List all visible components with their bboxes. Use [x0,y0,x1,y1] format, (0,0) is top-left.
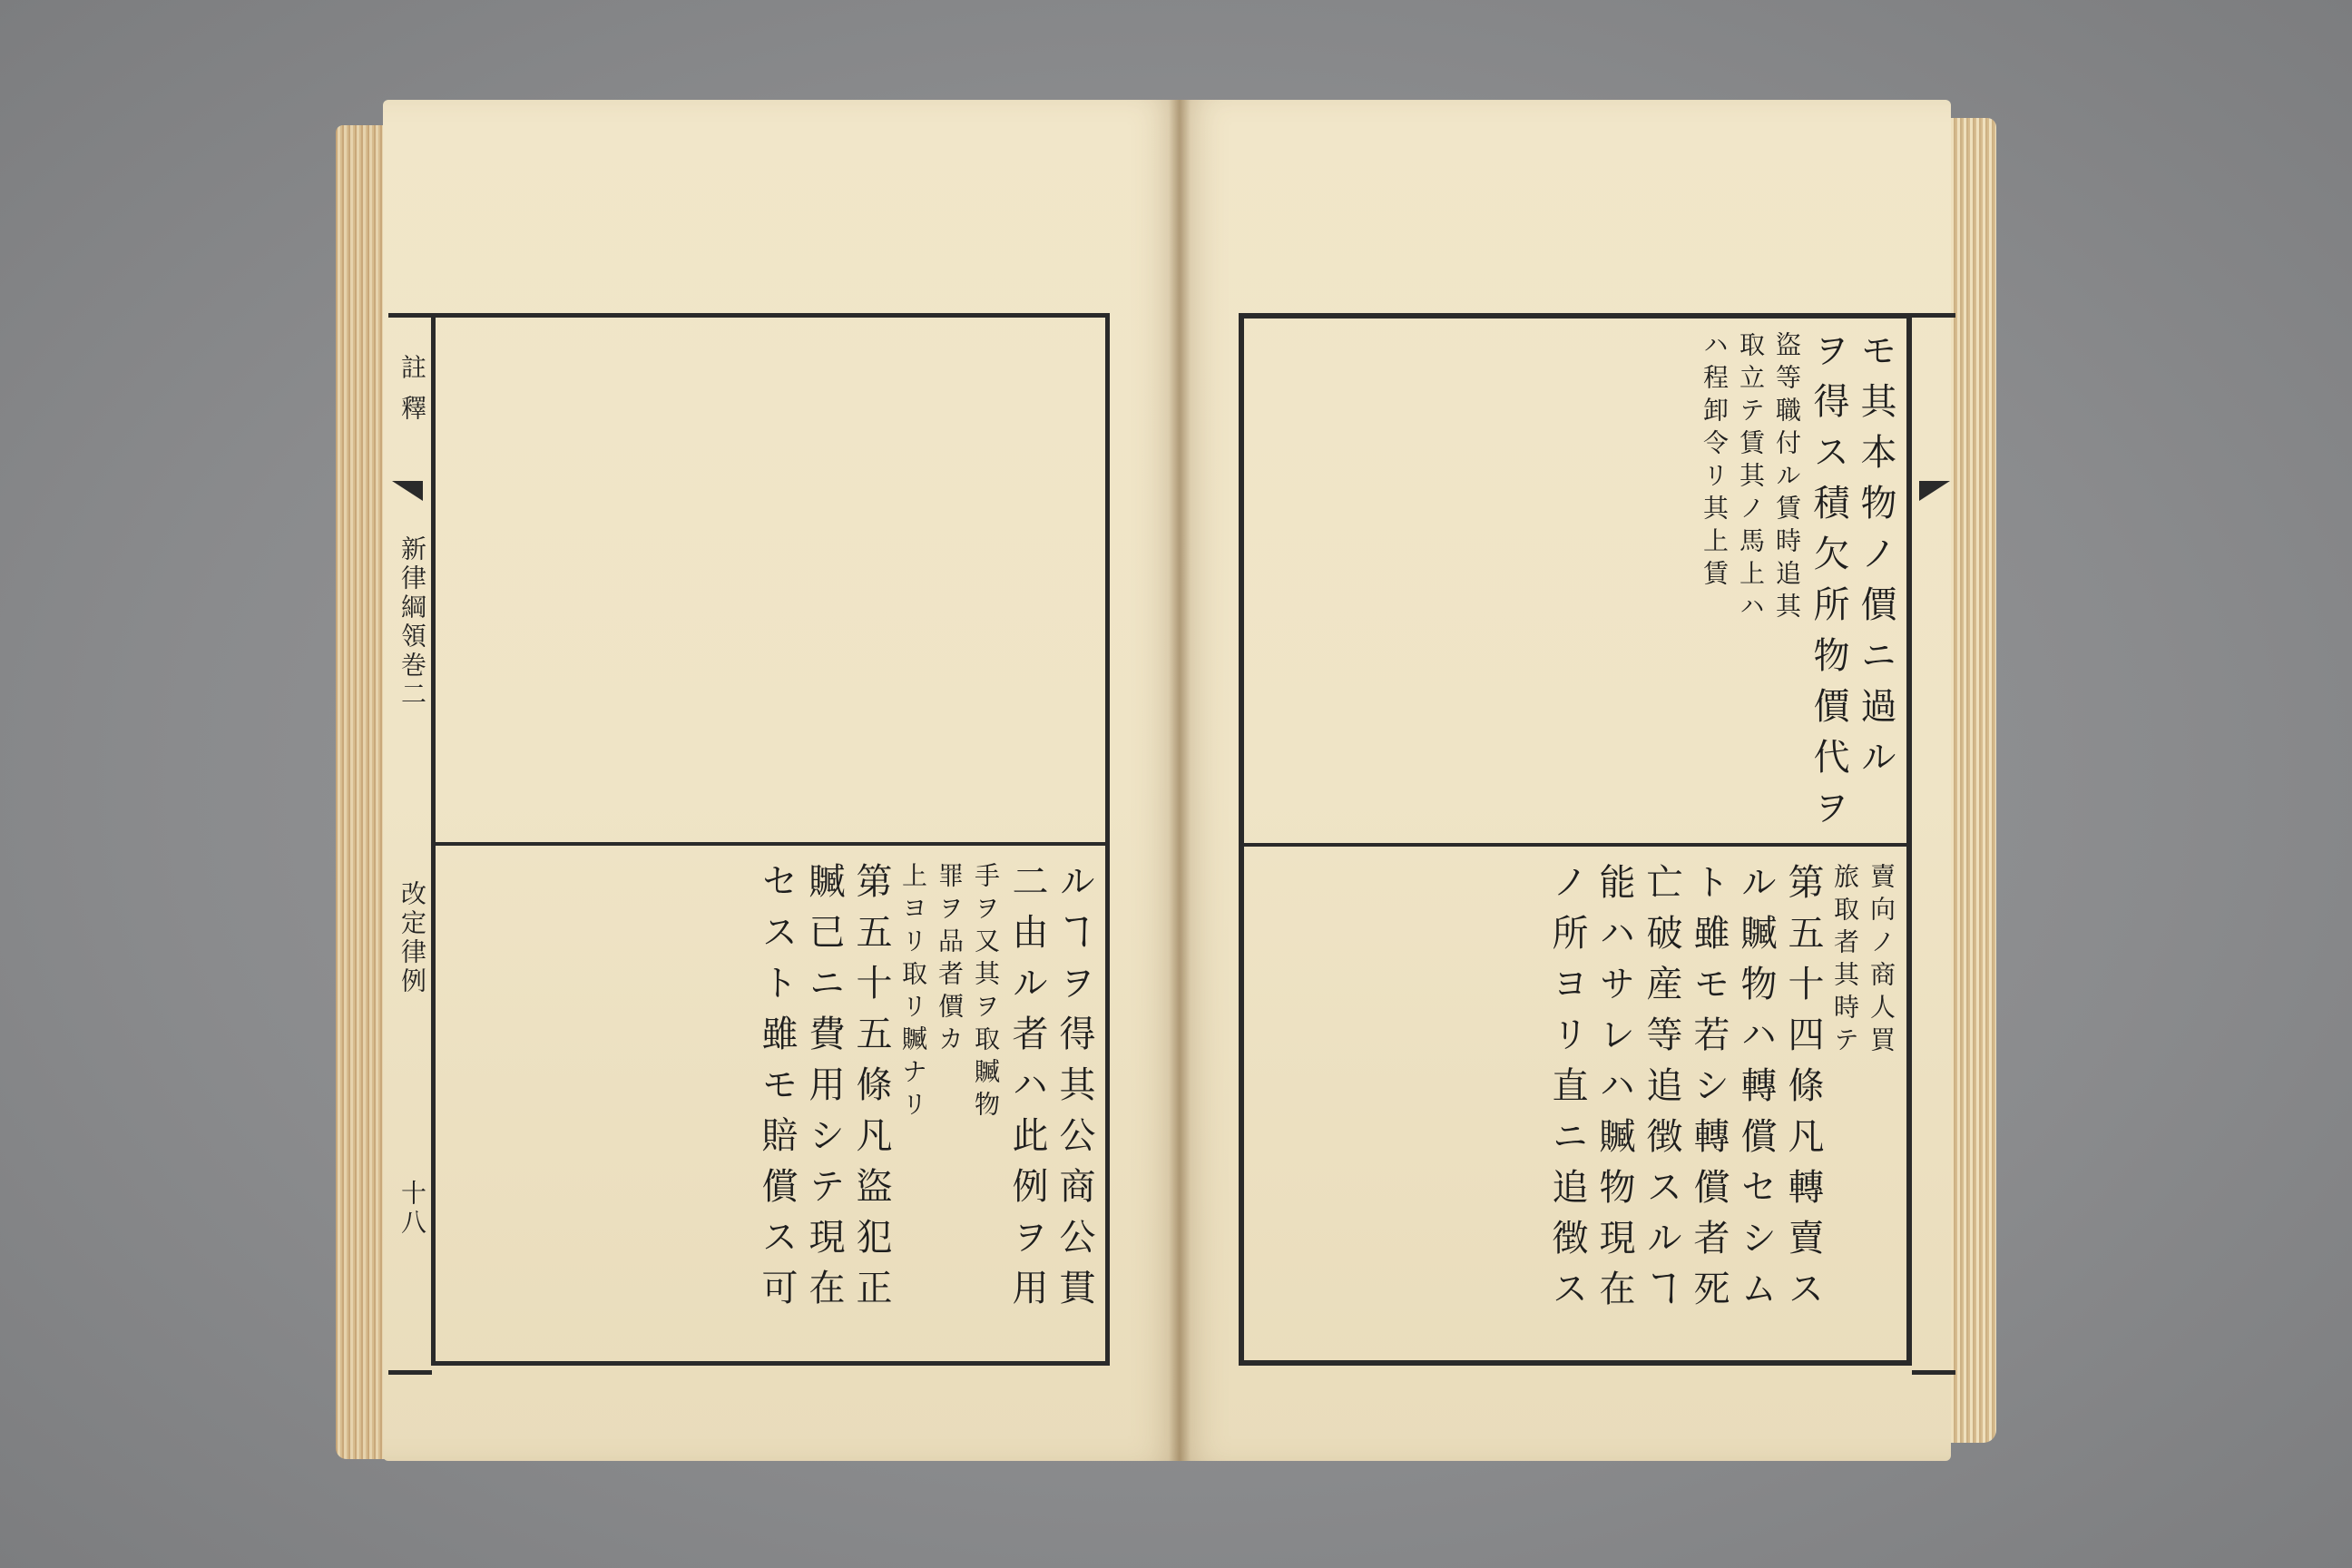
blank-commentary-area [436,318,1105,842]
text-column: ノ所ヨリ直ニ追徴ス [1546,863,1588,1320]
left-page-frame [431,313,1110,1366]
text-column: 旅取者其時テ [1830,863,1860,1059]
book-gutter [1169,100,1191,1461]
margin-char: 釋 [397,394,427,424]
text-column: 上ヨリ取リ贓ナリ [898,862,928,1123]
text-column: 二由ル者ハ此例ヲ用 [1006,862,1048,1319]
margin-book-title: 新律綱領巻二 [397,535,427,710]
page-edges-left [336,125,390,1459]
margin-char: 註 [397,354,427,383]
text-column: 賣向ノ商人買 [1867,863,1896,1059]
text-column: ヲ得ス積欠所物價代ヲ [1808,331,1849,839]
margin-section-title: 改定律例 [397,880,427,996]
right-commentary-text [1700,331,1896,839]
right-page-frame [1239,313,1912,1366]
fishtail-mark [1919,481,1950,501]
text-column: ルヿヲ得其公商公貫 [1054,862,1095,1319]
text-column: 罪ヲ品者價カ [935,862,965,1058]
text-column: ル贓物ハ轉償セシム [1735,863,1777,1320]
right-article-text [1546,863,1896,1353]
text-column: セスト雖モ賠償ス可 [756,862,798,1319]
page-edges-right [1949,118,1996,1443]
text-column: 第五十五條凡盜犯正 [850,862,892,1319]
text-column: 盜等職付ル賃時追其 [1772,331,1802,625]
left-margin-column [388,313,432,1375]
text-column: 贓已ニ費用シテ現在 [803,862,845,1319]
text-column: ト雖モ若シ轉償者死 [1688,863,1730,1320]
frame-divider [1244,843,1906,847]
text-column: 取立テ賃其ノ馬上ハ [1736,331,1766,625]
text-column: 亡破産等追徴スルヿ [1641,863,1682,1320]
frame-divider [436,842,1105,846]
fishtail-mark [392,481,423,501]
text-column: モ其本物ノ價ニ過ル [1855,331,1896,789]
margin-note-top [394,354,430,424]
text-column: 能ハサレハ贓物現在 [1593,863,1635,1320]
right-margin-column [1912,313,1955,1375]
left-article-text [756,862,1095,1352]
text-column: 第五十四條凡轉賣ス [1782,863,1824,1320]
text-column: ハ程卸令リ其上賃 [1700,331,1730,593]
text-column: 手ヲ又其ヲ取贓物 [971,862,1001,1123]
margin-page-number: 十八 [397,1180,427,1238]
